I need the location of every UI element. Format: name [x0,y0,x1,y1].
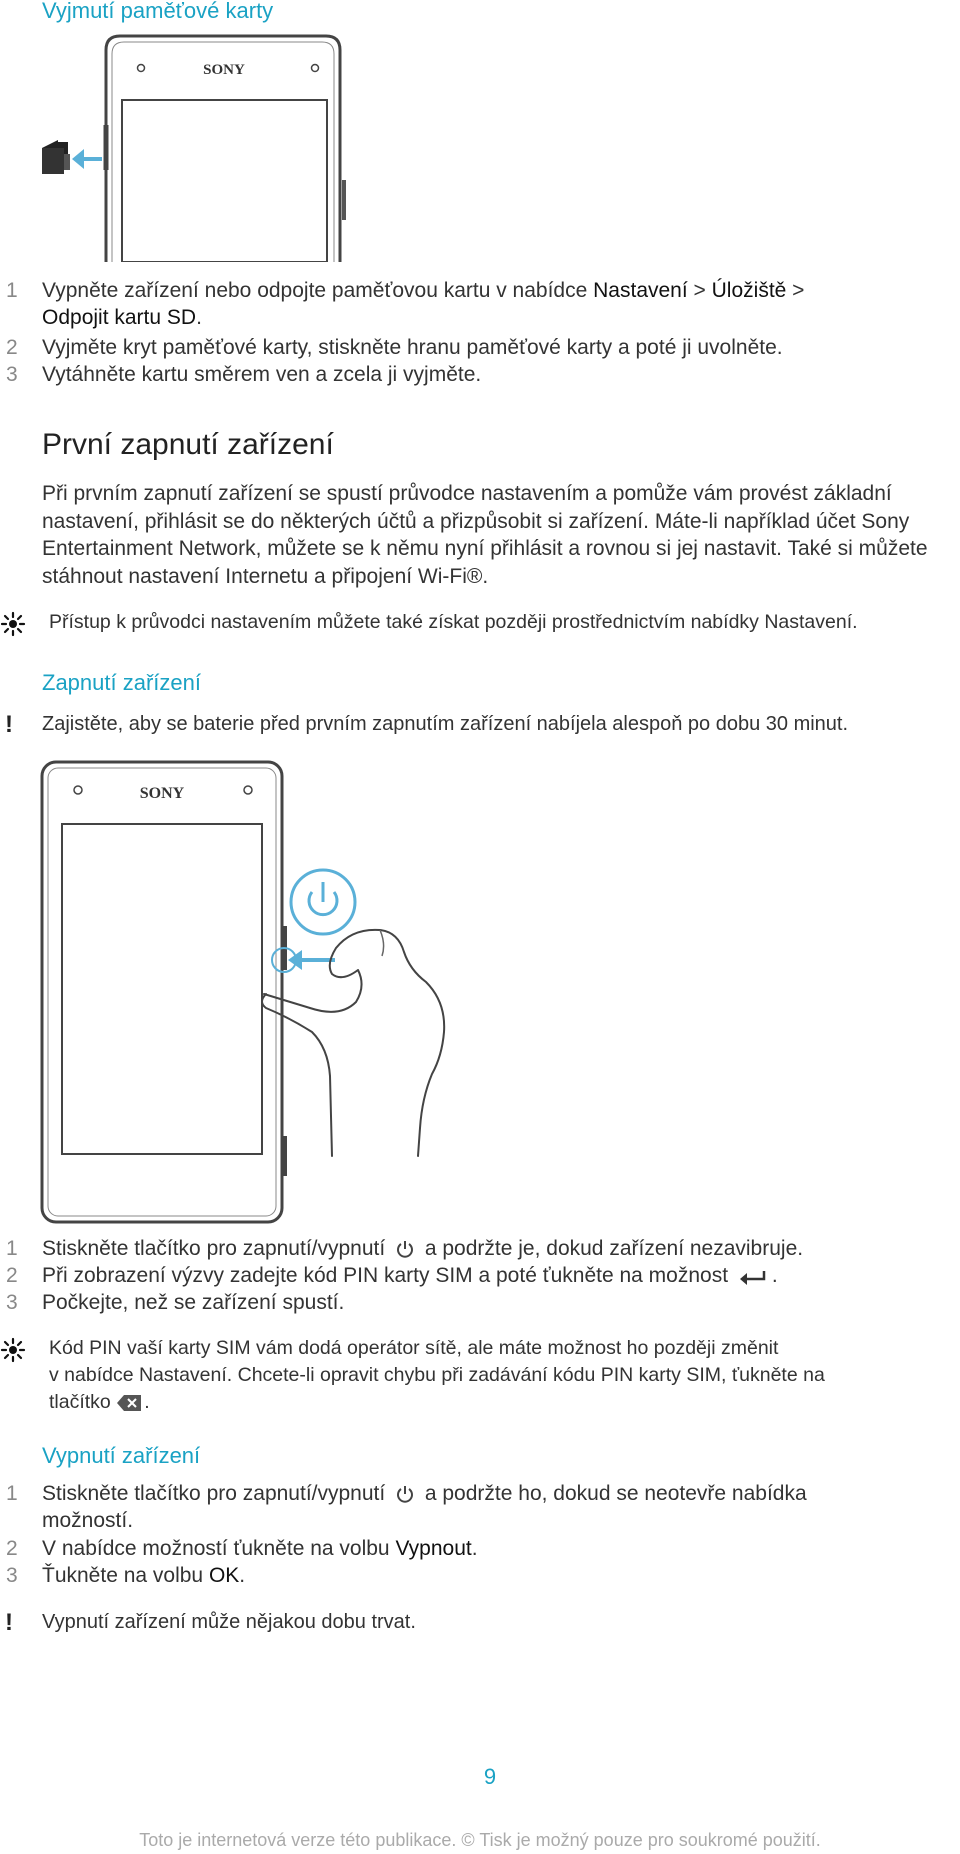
exclamation-warning-icon: ! [5,711,13,738]
step-number: 1 [6,1482,18,1505]
page-number: 9 [483,1764,497,1789]
warning-text: Zajistěte, aby se baterie před prvním zapnutím zařízení nabíjela alespoň po dobu 30 minut. [42,713,849,735]
phone-brand-logo: SONY [203,62,245,78]
phone-power-illustration [30,756,510,1226]
step-number: 2 [6,1264,18,1287]
option-ok: OK [208,1564,240,1587]
power-off-step-1 [0,1480,940,1534]
lightbulb-tip-icon [0,1337,26,1363]
step-text: Vyjměte kryt paměťové karty, stiskněte hranu paměťové karty a poté ji uvolněte. [42,336,783,359]
phone-power-drawing [30,756,510,1226]
step-text: Ťukněte na volbu OK. [42,1564,246,1587]
phone-brand-logo: SONY [139,785,185,802]
step-text: Vytáhněte kartu směrem ven a zcela ji vyjměte. [42,363,482,386]
section-title-power-on: Zapnutí zařízení [42,670,201,695]
delete-key-icon [116,1394,142,1412]
power-icon [395,1239,415,1259]
intro-paragraph: Při prvním zapnutí zařízení se spustí průvodce nastavením a pomůže vám provést základní nastavení, přihlásit se do některých účtů a přizpůsobit si zařízení. Máte-li například účet Sony Entertainment Network, můžete se k němu nyní přihlásit a rovnou si jej nastavit. Také si můžete stáhnout nastavení Internetu a připojení Wi-Fi®. [42,482,928,588]
tip-text: Přístup k průvodci nastavením můžete také získat později prostřednictvím nabídky Nastavení. [49,611,858,633]
menu-path-unmount-sd: Odpojit kartu SD [42,306,197,329]
tip-sim-pin [0,1335,960,1417]
step-number: 1 [6,279,18,302]
option-power-off: Vypnout [395,1537,472,1560]
step-text: V nabídce možností ťukněte na volbu Vypnout. [42,1537,478,1560]
step-text: Počkejte, než se zařízení spustí. [42,1291,345,1314]
lightbulb-tip-icon [0,611,26,637]
step-number: 3 [6,363,18,386]
step-number: 1 [6,1237,18,1260]
step-number: 3 [6,1291,18,1314]
step-number: 2 [6,1537,18,1560]
step-text: Stiskněte tlačítko pro zapnutí/vypnutí a podržte je, dokud zařízení nezavibruje. [42,1237,804,1260]
heading-first-startup: První zapnutí zařízení [42,428,334,461]
section-title-power-off: Vypnutí zařízení [42,1443,201,1468]
menu-path-storage: Úložiště [711,279,787,302]
tip-text: Kód PIN vaší karty SIM vám dodá operátor sítě, ale máte možnost ho později změnit v nabídce Nastavení. Chcete-li opravit chybu při zadávání kódu PIN karty SIM, ťukněte na tlačítko . [49,1337,825,1413]
step-number: 2 [6,336,18,359]
footer-notice: Toto je internetová verze této publikace. © Tisk je možný pouze pro soukromé použití. [139,1830,821,1850]
enter-key-icon [738,1268,768,1286]
warning-text: Vypnutí zařízení může nějakou dobu trvat. [42,1611,416,1633]
menu-path-settings: Nastavení [593,279,688,302]
step-number: 3 [6,1564,18,1587]
power-icon [395,1484,415,1504]
exclamation-warning-icon: ! [5,1609,13,1636]
section-title-card-removal: Vyjmutí paměťové karty [42,0,274,23]
step-text: Stiskněte tlačítko pro zapnutí/vypnutí a podržte ho, dokud se neotevře nabídka možností. [42,1482,807,1532]
step-text: Při zobrazení výzvy zadejte kód PIN karty SIM a poté ťukněte na možnost . [42,1264,778,1287]
phone-sd-illustration [30,30,370,262]
step-text: Vypněte zařízení nebo odpojte paměťovou kartu v nabídce Nastavení > Úložiště > Odpojit kartu SD. [42,279,805,329]
phone-sd-drawing [30,30,370,262]
card-removal-step-1 [0,277,940,331]
